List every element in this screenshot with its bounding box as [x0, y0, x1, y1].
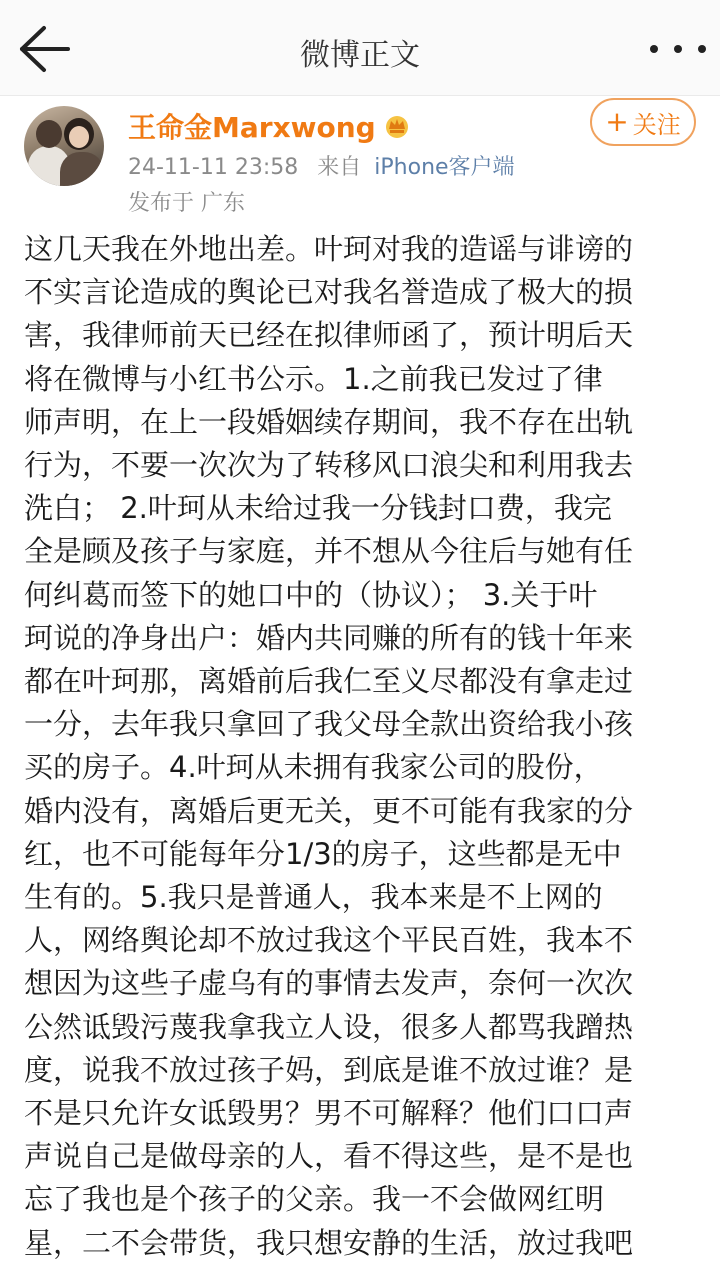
username[interactable]: 王命金Marxwong — [128, 111, 376, 144]
post-text-line: 买的房子。4.叶珂从未拥有我家公司的股份， — [24, 750, 603, 785]
post-timestamp: 24-11-11 23:58 — [128, 155, 299, 180]
source-link[interactable]: iPhone客户端 — [374, 155, 515, 180]
top-navbar — [0, 0, 720, 96]
from-label: 来自 — [317, 155, 362, 180]
avatar[interactable] — [24, 106, 104, 186]
username-row — [128, 108, 412, 144]
plus-icon: + — [605, 105, 629, 138]
more-dots-icon — [698, 45, 706, 53]
post-text-line: 生有的。5.我只是普通人，我本来是不上网的 — [24, 880, 603, 915]
post-text-line: 星，二不会带货，我只想安静的生活，放过我吧 — [24, 1225, 634, 1260]
post-text-line: 公然诋毁污蔑我拿我立人设，很多人都骂我蹭热 — [24, 1009, 634, 1044]
post-location: 发布于 广东 — [128, 191, 245, 216]
post-meta — [128, 150, 515, 181]
post-text-line: 何纠葛而签下的她口中的（协议）； 3.关于叶 — [24, 577, 598, 612]
post-text-line: 一分，去年我只拿回了我父母全款出资给我小孩 — [24, 707, 634, 742]
post-text-line: 声说自己是做母亲的人，看不得这些，是不是也 — [24, 1139, 634, 1174]
post-text-line: 师声明，在上一段婚姻续存期间，我不存在出轨 — [24, 404, 634, 439]
post-text-line: 度，说我不放过孩子妈，到底是谁不放过谁？是 — [24, 1052, 634, 1087]
post-text-line: 忘了我也是个孩子的父亲。我一不会做网红明 — [24, 1182, 605, 1217]
post-body — [24, 228, 700, 1262]
page-title: 微博正文 — [300, 38, 420, 73]
post-text-line: 想因为这些子虚乌有的事情去发声，奈何一次次 — [24, 966, 634, 1001]
post-text-line: 将在微博与小红书公示。1.之前我已发过了律 — [24, 361, 603, 396]
post-text-line: 这几天我在外地出差。叶珂对我的造谣与诽谤的 — [24, 232, 634, 266]
post-text-line: 婚内没有，离婚后更无关，更不可能有我家的分 — [24, 793, 634, 828]
crown-icon — [382, 113, 412, 139]
post-text-line: 不实言论造成的舆论已对我名誉造成了极大的损 — [24, 275, 634, 310]
follow-label: 关注 — [632, 110, 681, 139]
post-text-line: 洗白； 2.叶珂从未给过我一分钱封口费，我完 — [24, 491, 612, 526]
post-text-line: 珂说的净身出户：婚内共同赚的所有的钱十年来 — [24, 620, 634, 655]
post-text-line: 害，我律师前天已经在拟律师函了，预计明后天 — [24, 318, 634, 353]
post-text-line: 人，网络舆论却不放过我这个平民百姓，我本不 — [24, 923, 634, 958]
follow-button[interactable] — [590, 98, 696, 146]
post-text-line: 都在叶珂那，离婚前后我仁至义尽都没有拿走过 — [24, 664, 634, 699]
more-button[interactable] — [650, 34, 706, 64]
post-text-line: 红，也不可能每年分1/3的房子，这些都是无中 — [24, 836, 622, 871]
post-text-line: 行为，不要一次次为了转移风口浪尖和利用我去 — [24, 448, 634, 483]
post-text-line: 全是顾及孩子与家庭，并不想从今往后与她有任 — [24, 534, 634, 569]
more-dots-icon — [650, 45, 658, 53]
post-text-line: 不是只允许女诋毁男？男不可解释？他们口口声 — [24, 1096, 634, 1131]
post-header — [0, 96, 720, 226]
more-dots-icon — [674, 45, 682, 53]
